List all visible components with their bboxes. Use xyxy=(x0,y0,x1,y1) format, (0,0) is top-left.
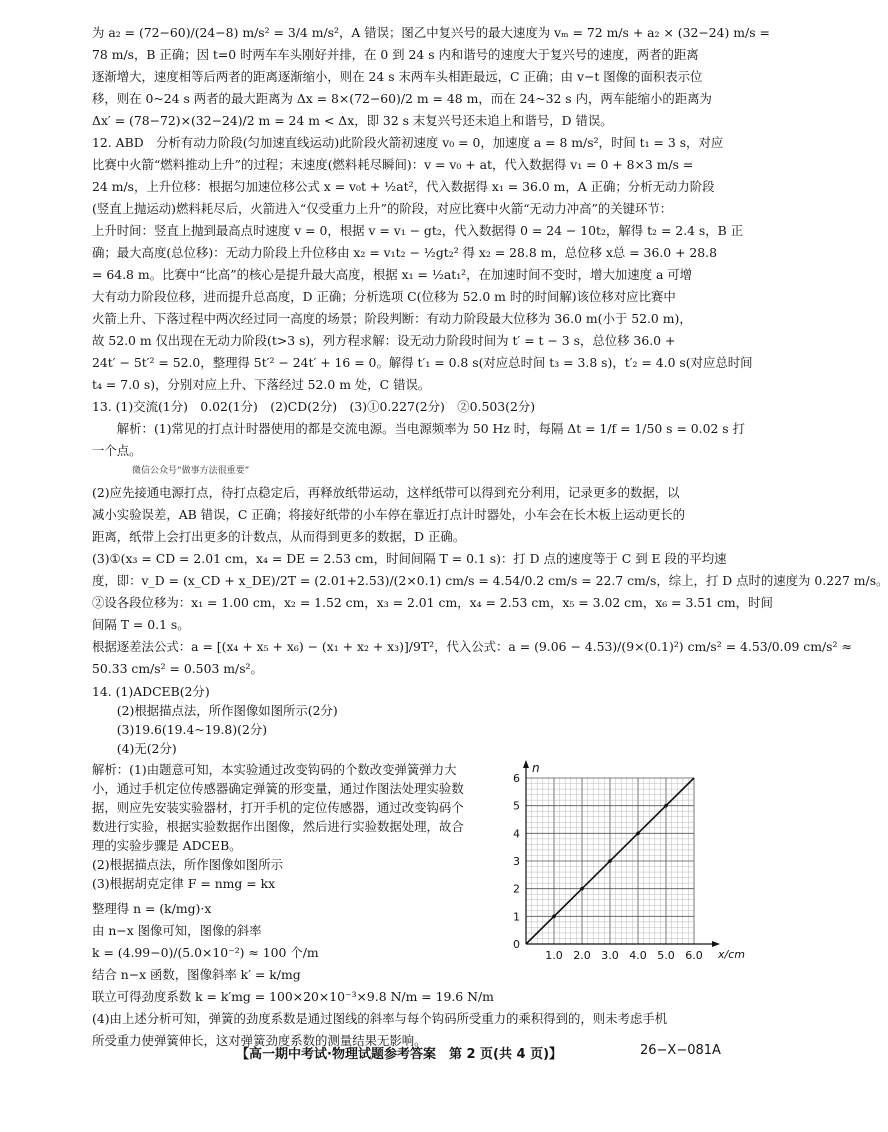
answer-11-line: 逐渐增大，速度相等后两者的距离逐渐缩小，则在 24 s 末两车头相距最远，C 正确；由 v−t 图像的面积表示位 xyxy=(92,69,703,84)
x-tick-label: 2.0 xyxy=(573,949,591,962)
answer-12-line: 上升时间：竖直上抛到最高点时速度 v = 0，根据 v = v₁ − gt₂，代入数据得 0 = 24 − 10t₂，解得 t₂ = 2.4 s，B 正 xyxy=(92,223,744,238)
x-tick-label: 6.0 xyxy=(685,949,703,962)
x-tick-label: 1.0 xyxy=(545,949,563,962)
answer-13-analysis-line: 50.33 cm/s² = 0.503 m/s²。 xyxy=(92,661,263,676)
answer-14-summary-line: 14. (1)ADCEB(2分) xyxy=(92,684,210,699)
answer-14-analysis-line: 理的实验步骤是 ADCEB。 xyxy=(92,838,242,853)
y-tick-label: 0 xyxy=(513,938,520,951)
answer-14-formulas xyxy=(92,898,512,986)
data-point xyxy=(580,887,584,891)
x-tick-label: 5.0 xyxy=(657,949,675,962)
x-tick-label: 3.0 xyxy=(601,949,619,962)
answer-14-summary xyxy=(92,682,772,758)
x-axis-arrow xyxy=(712,941,720,947)
answer-12-line: 12. ABD 分析有动力阶段(匀加速直线运动)此阶段火箭初速度 v₀ = 0，加速度 a = 8 m/s²，时间 t₁ = 3 s，对应 xyxy=(92,135,724,150)
answer-14-summary-line: (4)无(2分) xyxy=(92,741,177,756)
answer-13-analysis xyxy=(92,482,888,680)
answer-11-continuation xyxy=(92,22,772,132)
data-point xyxy=(636,832,640,836)
answer-14-analysis xyxy=(92,760,512,893)
y-tick-label: 3 xyxy=(513,855,520,868)
watermark-text: 微信公众号“做事方法很重要” xyxy=(132,466,250,476)
answer-14-conclusion-line: 联立可得劲度系数 k = k′mg = 100×20×10⁻³×9.8 N/m = 19.6 N/m xyxy=(92,989,494,1004)
answer-11-line: 为 a₂ = (72−60)/(24−8) m/s² = 3/4 m/s²，A 错误；图乙中复兴号的最大速度为 vₘ = 72 m/s + a₂ × (32−24) m/s = xyxy=(92,25,770,40)
answer-11-line: Δx′ = (78−72)×(32−24)/2 m = 24 m < Δx，即 32 s 末复兴号还未追上和谐号，D 错误。 xyxy=(92,113,613,128)
answer-14-analysis-line: 解析：(1)由题意可知，本实验通过改变钩码的个数改变弹簧弹力大 xyxy=(92,762,457,777)
answer-14-analysis-line: (2)根据描点法，所作图像如图所示 xyxy=(92,857,284,872)
answer-13-analysis-line: ②设各段位移为：x₁ = 1.00 cm，x₂ = 1.52 cm，x₃ = 2.01 cm，x₄ = 2.53 cm，x₅ = 3.02 cm，x₆ = 3.51 cm，时间 xyxy=(92,595,773,610)
answer-13-summary-line: 13. (1)交流(1分) 0.02(1分) (2)CD(2分) (3)①0.227(2分) ②0.503(2分) xyxy=(92,399,536,414)
answer-14-formula-line: k = (4.99−0)/(5.0×10⁻²) ≈ 100 个/m xyxy=(92,945,319,960)
answer-14-analysis-line: 数进行实验，根据实验数据作出图像，然后进行实验数据处理，故合 xyxy=(92,819,464,834)
answer-14-formula-line: 结合 n−x 函数，图像斜率 k′ = k/mg xyxy=(92,967,301,982)
answer-12-line: 比赛中火箭“燃料推动上升”的过程；末速度(燃料耗尽瞬间)：v = v₀ + at，代入数据得 v₁ = 0 + 8×3 m/s = xyxy=(92,157,694,172)
y-tick-label: 6 xyxy=(513,772,520,785)
answer-12 xyxy=(92,132,772,396)
answer-13-summary-line: 一个点。 xyxy=(92,443,142,458)
footer-title: 【高一期中考试·物理试题参考答案 第 2 页(共 4 页)】 xyxy=(236,1047,563,1062)
answer-11-line: 78 m/s，B 正确；因 t=0 时两车车头刚好并排，在 0 到 24 s 内和谐号的速度大于复兴号的速度，两者的距离 xyxy=(92,47,699,62)
answer-13-analysis-line: 减小实验误差，AB 错误，C 正确；将接好纸带的小车停在靠近打点计时器处，小车会在长木板上运动更长的 xyxy=(92,507,685,522)
data-point xyxy=(664,804,668,808)
answer-12-line: = 64.8 m。比赛中“比高”的核心是提升最大高度，根据 x₁ = ½at₁²，在加速时间不变时，增大加速度 a 可增 xyxy=(92,267,693,282)
answer-14-analysis-line: (3)根据胡克定律 F = nmg = kx xyxy=(92,876,276,891)
x-axis-label: x/cm xyxy=(718,948,745,961)
x-tick-label: 4.0 xyxy=(629,949,647,962)
answer-14-formula-line: 整理得 n = (k/mg)·x xyxy=(92,901,212,916)
y-axis-label: n xyxy=(532,761,540,775)
answer-14-formula-line: 由 n−x 图像可知，图像的斜率 xyxy=(92,923,262,938)
answer-13-analysis-line: (2)应先接通电源打点，待打点稳定后，再释放纸带运动，这样纸带可以得到充分利用，记录更多的数据，以 xyxy=(92,485,680,500)
answer-14-conclusion-line: 所受重力使弹簧伸长，这对弹簧劲度系数的测量结果无影响。 xyxy=(92,1033,427,1048)
y-tick-label: 1 xyxy=(513,910,520,924)
y-tick-label: 2 xyxy=(513,882,520,896)
answer-12-line: t₄ = 7.0 s)，分别对应上升、下落经过 52.0 m 处，C 错误。 xyxy=(92,377,431,392)
data-point xyxy=(552,915,556,919)
data-point xyxy=(608,859,612,863)
answer-13-analysis-line: 距离，纸带上会打出更多的计数点，从而得到更多的数据，D 正确。 xyxy=(92,529,466,544)
answer-11-line: 移，则在 0~24 s 两者的最大距离为 Δx = 8×(72−60)/2 m = 48 m，而在 24~32 s 内，两车能缩小的距离为 xyxy=(92,91,712,106)
answer-13-analysis-line: 度，即：v_D = (x_CD + x_DE)/2T = (2.01+2.53)/(2×0.1) cm/s = 4.54/0.2 cm/s = 22.7 cm/s，综上，打 D 点时的速度为 0.227 m/s。 xyxy=(92,573,888,588)
answer-13-summary-line: 解析：(1)常见的打点计时器使用的都是交流电源。当电源频率为 50 Hz 时，每隔 Δt = 1/f = 1/50 s = 0.02 s 打 xyxy=(92,421,745,436)
answer-12-line: (竖直上抛运动)燃料耗尽后，火箭进入“仅受重力上升”的阶段，对应比赛中火箭“无动力冲高”的关键环节： xyxy=(92,201,673,216)
answer-13-analysis-line: 间隔 T = 0.1 s。 xyxy=(92,617,190,632)
n-x-chart xyxy=(502,761,745,982)
answer-12-line: 火箭上升、下落过程中两次经过同一高度的场景；阶段判断：有动力阶段最大位移为 36.0 m(小于 52.0 m)， xyxy=(92,311,692,326)
answer-12-line: 故 52.0 m 仅出现在无动力阶段(t>3 s)，列方程求解：设无动力阶段时间为 t′ = t − 3 s，总位移 36.0 + xyxy=(92,333,676,348)
footer-code: 26−X−081A xyxy=(640,1043,721,1058)
answer-14-summary-line: (2)根据描点法，所作图像如图所示(2分) xyxy=(92,703,338,718)
answer-14-summary-line: (3)19.6(19.4~19.8)(2分) xyxy=(92,722,268,737)
answer-14-analysis-line: 据，则应先安装实验器材，打开手机的定位传感器，通过改变钩码个 xyxy=(92,800,464,815)
answer-12-line: 确；最大高度(总位移)：无动力阶段上升位移由 x₂ = v₁t₂ − ½gt₂² 得 x₂ = 28.8 m，总位移 x总 = 36.0 + 28.8 xyxy=(92,245,717,260)
answer-14-analysis-line: 小，通过手机定位传感器确定弹簧的形变量，通过作图法处理实验数 xyxy=(92,781,464,796)
y-tick-label: 5 xyxy=(513,799,520,813)
answer-14-conclusion-line: (4)由上述分析可知，弹簧的劲度系数是通过图线的斜率与每个钩码所受重力的乘积得到的，则未考虑手机 xyxy=(92,1011,668,1026)
answer-12-line: 24 m/s，上升位移：根据匀加速位移公式 x = v₀t + ½at²，代入数据得 x₁ = 36.0 m，A 正确；分析无动力阶段 xyxy=(92,179,715,194)
y-tick-label: 4 xyxy=(513,827,520,841)
answer-13-analysis-line: 根据逐差法公式：a = [(x₄ + x₅ + x₆) − (x₁ + x₂ + x₃)]/9T²，代入公式：a = (9.06 − 4.53)/(9×(0.1)²) cm/s² = 4.53/0.09 cm/s² ≈ xyxy=(92,639,852,654)
answer-13-summary xyxy=(92,396,772,462)
answer-13-analysis-line: (3)①(x₃ = CD = 2.01 cm，x₄ = DE = 2.53 cm，时间间隔 T = 0.1 s)：打 D 点的速度等于 C 到 E 段的平均速 xyxy=(92,551,727,566)
y-axis-arrow xyxy=(523,760,529,768)
answer-12-line: 大有动力阶段位移，进而提升总高度，D 正确；分析选项 C(位移为 52.0 m 时的时间解)该位移对应比赛中 xyxy=(92,289,676,304)
answer-12-line: 24t′ − 5t′² = 52.0，整理得 5t′² − 24t′ + 16 = 0。解得 t′₁ = 0.8 s(对应总时间 t₃ = 3.8 s)，t′₂ = 4.0 s(对应总时间 xyxy=(92,355,753,370)
